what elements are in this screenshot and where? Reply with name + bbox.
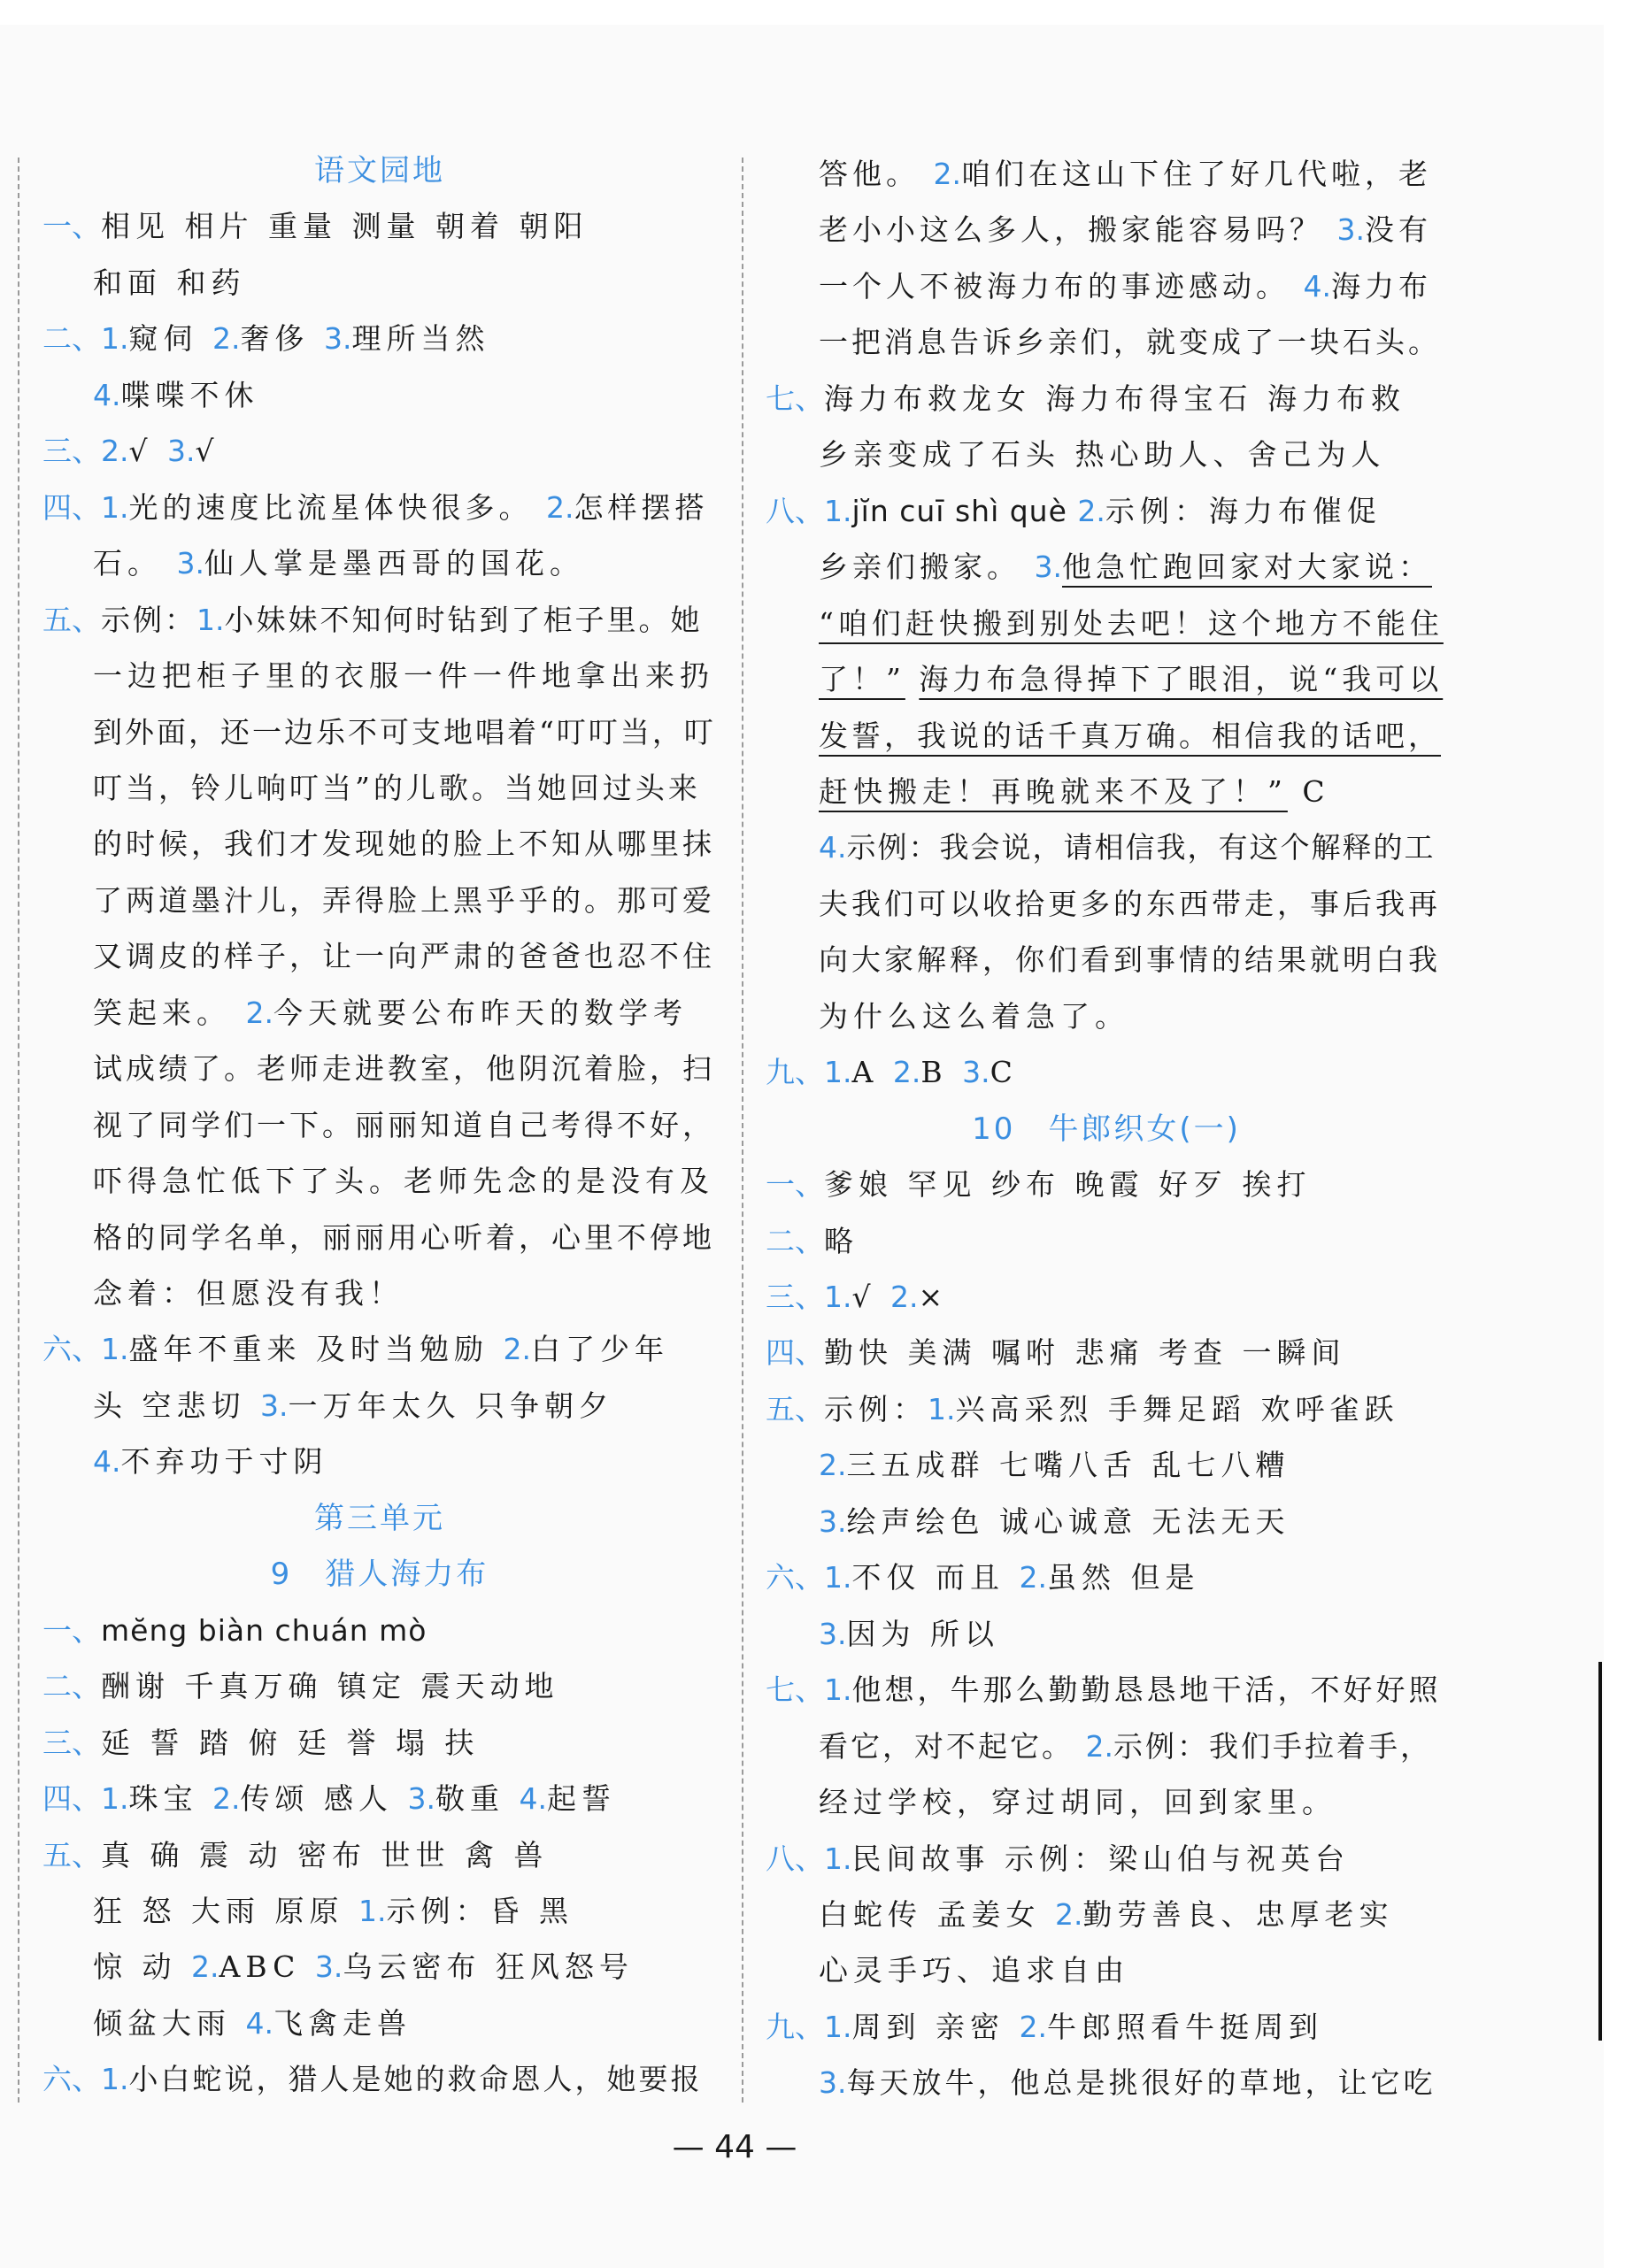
answer-line xyxy=(819,708,1441,765)
question-number: 九、1. xyxy=(766,1055,852,1090)
answer-text: × xyxy=(918,1280,949,1314)
question-number: 4. xyxy=(1303,268,1331,304)
answer-text: 的时候，我们才发现她的脸上不知从哪里抹 xyxy=(93,826,715,862)
answer-line xyxy=(93,1097,715,1154)
section-title: 第三单元 xyxy=(314,1500,445,1536)
answer-text: 延 誓 踏 俯 廷 誉 塌 扶 xyxy=(101,1725,480,1760)
pinyin-answer: mĕng biàn chuán mò xyxy=(101,1612,427,1648)
answer-text: 兴高采烈 手舞足蹈 欢呼雀跃 xyxy=(955,1391,1399,1426)
answer-text: 咱们在这山下住了好几代啦，老 xyxy=(961,157,1432,191)
answer-text: 又调皮的样子，让一向严肃的爸爸也忍不住 xyxy=(93,939,715,974)
answer-line xyxy=(42,423,219,480)
answer-text: 因为 所以 xyxy=(846,1616,999,1651)
answer-line xyxy=(93,873,715,929)
answer-line xyxy=(42,480,709,536)
answer-text: 今天就要公布昨天的数学考 xyxy=(273,995,688,1030)
answer-line xyxy=(42,1658,558,1715)
answer-line xyxy=(766,1381,1398,1438)
answer-line xyxy=(819,146,1432,203)
answer-text: 没有 xyxy=(1365,212,1432,248)
question-number: 2. xyxy=(892,1055,921,1090)
question-number: 2. xyxy=(503,1332,531,1367)
question-number: 七、1. xyxy=(766,1672,852,1708)
answer-line xyxy=(93,255,246,311)
answer-text: √ xyxy=(851,1280,891,1314)
question-number: 三、1. xyxy=(766,1280,852,1314)
question-number: 四、1. xyxy=(42,489,129,525)
answer-line xyxy=(819,1606,999,1663)
answer-text: 珠宝 xyxy=(128,1781,212,1817)
answer-text: 海力布 xyxy=(1331,268,1432,304)
underlined-answer: 了！” xyxy=(819,662,905,697)
answer-line xyxy=(93,760,701,817)
question-number: 2. xyxy=(1019,1560,1047,1595)
question-number: 3. xyxy=(167,434,196,469)
question-number: 4. xyxy=(93,377,121,412)
answer-line xyxy=(766,1269,948,1326)
answer-text: 示例： xyxy=(824,1391,928,1426)
answer-line xyxy=(93,1883,574,1940)
question-number: 2. xyxy=(819,1448,847,1483)
question-number: 3. xyxy=(1034,550,1062,585)
answer-text: 一边把柜子里的衣服一件一件地拿出来扔 xyxy=(93,658,714,694)
question-number: 2. xyxy=(546,489,574,525)
answer-line xyxy=(819,819,1436,876)
answer-line xyxy=(93,704,716,761)
left-dashed-border xyxy=(18,158,19,2103)
answer-line xyxy=(42,1715,479,1772)
answer-text: 爹娘 罕见 纱布 晚霞 好歹 挨打 xyxy=(824,1167,1312,1203)
underlined-answer: 海力布急得掉下了眼泪，说“我可以 xyxy=(919,662,1444,697)
answer-text: 了两道墨汁儿，弄得脸上黑乎乎的。那可爱 xyxy=(93,882,715,918)
question-number: 三、 xyxy=(42,1725,101,1760)
question-number: 九、1. xyxy=(766,2009,852,2044)
answer-line xyxy=(93,648,714,704)
question-number: 二、 xyxy=(42,1669,101,1704)
answer-text: 乡亲们搬家。 xyxy=(819,550,1035,585)
question-number: 2. xyxy=(1077,493,1105,528)
answer-line xyxy=(42,1603,427,1659)
question-number: 一、 xyxy=(42,1612,101,1648)
question-number: 3. xyxy=(314,1949,343,1985)
answer-text: 绘声绘色 诚心诚意 无法无天 xyxy=(846,1503,1290,1539)
question-number: 4. xyxy=(245,2005,273,2041)
answer-text: 念着：但愿没有我！ xyxy=(93,1276,404,1311)
question-number: 3. xyxy=(962,1055,990,1090)
answer-line xyxy=(819,1437,1290,1494)
question-number: 3. xyxy=(819,1503,847,1539)
question-number: 3. xyxy=(176,546,204,581)
underlined-answer: 他急忙跑回家对大家说： xyxy=(1062,550,1432,585)
answer-text: 答他。 xyxy=(819,157,934,191)
answer-text: 向大家解释，你们看到事情的结果就明白我 xyxy=(819,942,1441,978)
answer-text: 示例： xyxy=(101,602,196,637)
question-number: 四、1. xyxy=(42,1781,129,1817)
answer-text: 倾盆大雨 xyxy=(93,2005,246,2041)
answer-line xyxy=(93,1041,715,1097)
answer-line xyxy=(93,1210,715,1266)
answer-text: 小妹妹不知何时钻到了柜子里。她 xyxy=(224,602,703,637)
answer-text: 窥伺 xyxy=(128,321,212,357)
question-number: 2. xyxy=(1054,1896,1083,1932)
answer-text: 视了同学们一下。丽丽知道自己考得不好， xyxy=(93,1107,715,1142)
answer-line xyxy=(42,1771,616,1827)
answer-text: 周到 亲密 xyxy=(851,2009,1020,2044)
answer-text: 乡亲变成了石头 热心助人、舍己为人 xyxy=(819,437,1386,473)
answer-text: 一把消息告诉乡亲们，就变成了一块石头。 xyxy=(819,325,1441,360)
answer-text: 他想，牛那么勤勤恳恳地干活，不好好照 xyxy=(851,1672,1442,1708)
answer-text: 头 空悲切 xyxy=(93,1388,260,1423)
question-number: 1. xyxy=(928,1391,956,1426)
answer-line xyxy=(42,1827,548,1884)
answer-line xyxy=(93,816,715,873)
answer-line xyxy=(819,651,1443,708)
answer-text: ABC xyxy=(219,1949,315,1985)
answer-line xyxy=(766,1044,1018,1101)
question-number: 2. xyxy=(1019,2009,1047,2044)
question-number: 2. xyxy=(212,1781,241,1817)
answer-line xyxy=(819,202,1432,258)
page-number: — 44 — xyxy=(672,2129,797,2165)
answer-text: 一个人不被海力布的事迹感动。 xyxy=(819,268,1304,304)
answer-line xyxy=(819,932,1441,988)
answer-line xyxy=(766,1325,1345,1381)
question-number: 六、1. xyxy=(766,1560,852,1595)
question-number: 3. xyxy=(819,2065,847,2101)
pinyin-answer: jĭn cuī shì què xyxy=(851,493,1078,528)
underlined-answer: “咱们赶快搬到别处去吧！这个地方不能住 xyxy=(819,605,1444,641)
question-number: 一、 xyxy=(42,209,101,244)
answer-line xyxy=(819,539,1432,596)
answer-line xyxy=(819,764,1330,820)
answer-line xyxy=(93,1939,634,1995)
answer-line xyxy=(93,367,259,424)
answer-line xyxy=(93,1995,412,2052)
answer-text: 盛年不重来 及时当勉励 xyxy=(128,1332,504,1367)
answer-line xyxy=(42,311,490,367)
answer-text: 惊 动 xyxy=(93,1949,191,1985)
question-number: 3. xyxy=(259,1388,289,1423)
answer-text: 为什么这么着急了。 xyxy=(819,998,1129,1034)
answer-line xyxy=(819,427,1386,483)
answer-text: 略 xyxy=(824,1223,859,1258)
question-number: 一、 xyxy=(766,1167,824,1203)
question-number: 1. xyxy=(358,1893,387,1928)
answer-line xyxy=(93,1378,613,1434)
answer-line xyxy=(819,258,1432,315)
question-number: 3. xyxy=(407,1781,435,1817)
answer-line xyxy=(766,371,1406,427)
answer-text: 看它，对不起它。 xyxy=(819,1728,1086,1764)
answer-text: 示例：昏 黑 xyxy=(386,1893,574,1928)
answer-text: 示例：我们手拉着手， xyxy=(1113,1728,1432,1764)
answer-text: 吓得急忙低下了头。老师先念的是没有及 xyxy=(93,1164,714,1199)
question-number: 3. xyxy=(819,1616,847,1651)
answer-line xyxy=(93,1153,714,1210)
answer-text: 格的同学名单，丽丽用心听着，心里不停地 xyxy=(93,1219,715,1255)
answer-line xyxy=(93,535,584,592)
section-title: 10 牛郎织女(一) xyxy=(972,1111,1241,1147)
page-edge-bar xyxy=(1598,1662,1602,2041)
answer-text: 理所当然 xyxy=(351,321,490,357)
question-number: 五、 xyxy=(42,602,101,637)
question-number: 七、 xyxy=(766,381,824,416)
question-number: 六、1. xyxy=(42,1332,129,1367)
answer-line xyxy=(93,1434,328,1490)
answer-text xyxy=(905,662,920,696)
answer-line xyxy=(766,1831,1350,1887)
question-number: 2. xyxy=(212,321,241,357)
answer-text: 虽然 但是 xyxy=(1046,1560,1200,1595)
answer-line xyxy=(819,1494,1290,1550)
answer-line xyxy=(819,596,1444,652)
answer-text: √ xyxy=(128,434,168,469)
answer-line xyxy=(93,928,715,985)
answer-text: C xyxy=(1287,773,1330,809)
question-number: 2. xyxy=(890,1280,919,1314)
answer-text: 海力布救龙女 海力布得宝石 海力布救 xyxy=(824,381,1406,416)
question-number: 4. xyxy=(819,830,847,865)
answer-line xyxy=(766,1213,859,1270)
answer-text: 不仅 而且 xyxy=(851,1560,1020,1595)
answer-text: 笑起来。 xyxy=(93,995,246,1030)
question-number: 3. xyxy=(1336,212,1365,248)
answer-text: 和面 和药 xyxy=(93,265,246,300)
underlined-answer: 赶快搬走！再晚就来不及了！” xyxy=(819,773,1288,809)
answer-text: 三五成群 七嘴八舌 乱七八糟 xyxy=(846,1448,1290,1483)
answer-text: 奢侈 xyxy=(240,321,324,357)
answer-line xyxy=(819,988,1129,1045)
question-number: 3. xyxy=(324,321,352,357)
answer-text: 勤快 美满 嘱咐 悲痛 考查 一瞬间 xyxy=(824,1335,1346,1371)
question-number: 三、2. xyxy=(42,434,129,469)
question-number: 2. xyxy=(1085,1728,1113,1764)
answer-text: 夫我们可以收拾更多的东西带走，事后我再 xyxy=(819,886,1441,921)
answer-text: 飞禽走兽 xyxy=(273,2005,412,2041)
answer-text: 经过学校，穿过胡同，回到家里。 xyxy=(819,1785,1336,1820)
answer-text: B xyxy=(920,1055,963,1090)
answer-text: 仙人掌是墨西哥的国花。 xyxy=(204,546,584,581)
answer-line xyxy=(766,1549,1199,1606)
answer-line xyxy=(766,1999,1323,2056)
question-number: 五、 xyxy=(766,1391,824,1426)
answer-text: 怎样摆搭 xyxy=(574,489,709,525)
question-number: 二、 xyxy=(766,1223,824,1258)
answer-line xyxy=(819,314,1441,371)
answer-text: 小白蛇说，猎人是她的救命恩人，她要报 xyxy=(128,2062,703,2097)
question-number: 二、1. xyxy=(42,321,129,357)
answer-text: 乌云密布 狂风怒号 xyxy=(343,1949,634,1985)
answer-line xyxy=(93,1265,404,1322)
answer-line xyxy=(819,2055,1436,2111)
answer-line xyxy=(42,2051,703,2108)
answer-text: 一万年太久 只争朝夕 xyxy=(288,1388,613,1423)
answer-text: 勤劳善良、忠厚老实 xyxy=(1082,1896,1394,1932)
question-number: 1. xyxy=(196,602,225,637)
section-title: 9 猎人海力布 xyxy=(270,1557,489,1593)
answer-text: 酬谢 千真万确 镇定 震天动地 xyxy=(101,1669,559,1704)
answer-text: 白蛇传 孟姜女 xyxy=(819,1896,1055,1932)
answer-text: 真 确 震 动 密布 世世 禽 兽 xyxy=(101,1837,549,1872)
question-number: 八、1. xyxy=(766,1841,852,1876)
question-number: 2. xyxy=(933,157,961,191)
answer-text: 示例：我会说，请相信我，有这个解释的工 xyxy=(846,830,1436,865)
answer-text: 石。 xyxy=(93,546,177,581)
answer-line xyxy=(819,1774,1336,1831)
answer-text: 民间故事 示例：梁山伯与祝英台 xyxy=(851,1841,1350,1876)
question-number: 六、1. xyxy=(42,2062,129,2097)
answer-text: 示例：海力布催促 xyxy=(1105,493,1382,528)
answer-line xyxy=(819,1887,1393,1943)
section-title: 语文园地 xyxy=(314,153,445,188)
answer-text: A xyxy=(851,1055,893,1090)
question-number: 4. xyxy=(93,1444,121,1480)
question-number: 2. xyxy=(245,995,273,1030)
answer-text: 传颂 感人 xyxy=(240,1781,408,1817)
answer-text: 叮当，铃儿响叮当”的儿歌。当她回过头来 xyxy=(93,770,701,805)
answer-line xyxy=(819,1718,1432,1775)
answer-line xyxy=(819,876,1441,933)
question-number: 五、 xyxy=(42,1837,101,1872)
answer-line xyxy=(766,1662,1442,1718)
question-number: 四、 xyxy=(766,1335,824,1371)
answer-text: 老小小这么多人，搬家能容易吗？ xyxy=(819,212,1337,248)
answer-text: 光的速度比流星体快很多。 xyxy=(128,489,546,525)
answer-text: 不弃功于寸阴 xyxy=(120,1444,328,1480)
answer-text: 心灵手巧、追求自由 xyxy=(819,1953,1129,1988)
column-divider xyxy=(742,158,743,2103)
answer-text: 敬重 xyxy=(435,1781,520,1817)
question-number: 4. xyxy=(519,1781,547,1817)
answer-text: 牛郎照看牛挺周到 xyxy=(1046,2009,1323,2044)
answer-text: 试成绩了。老师走进教室，他阴沉着脸，扫 xyxy=(93,1051,715,1087)
answer-line xyxy=(93,985,688,1042)
underlined-answer: 发誓，我说的话千真万确。相信我的话吧， xyxy=(819,718,1441,753)
question-number: 八、1. xyxy=(766,493,852,528)
answer-line xyxy=(42,1321,669,1378)
answer-text: 相见 相片 重量 测量 朝着 朝阳 xyxy=(101,209,589,244)
answer-text: 喋喋不休 xyxy=(120,377,259,412)
answer-line xyxy=(819,1942,1129,1999)
answer-line xyxy=(766,1157,1311,1213)
answer-text: 每天放牛，他总是挑很好的草地，让它吃 xyxy=(846,2065,1436,2101)
answer-text: 白了少年 xyxy=(530,1332,669,1367)
answer-text: C xyxy=(990,1055,1018,1090)
answer-text: 到外面，还一边乐不可支地唱着“叮叮当，叮 xyxy=(93,714,716,750)
answer-line xyxy=(766,483,1382,540)
answer-line xyxy=(42,198,588,255)
answer-text: 狂 怒 大雨 原原 xyxy=(93,1893,358,1928)
question-number: 2. xyxy=(190,1949,219,1985)
answer-text: 起誓 xyxy=(546,1781,616,1817)
answer-line xyxy=(42,592,703,649)
answer-text: √ xyxy=(195,434,219,469)
